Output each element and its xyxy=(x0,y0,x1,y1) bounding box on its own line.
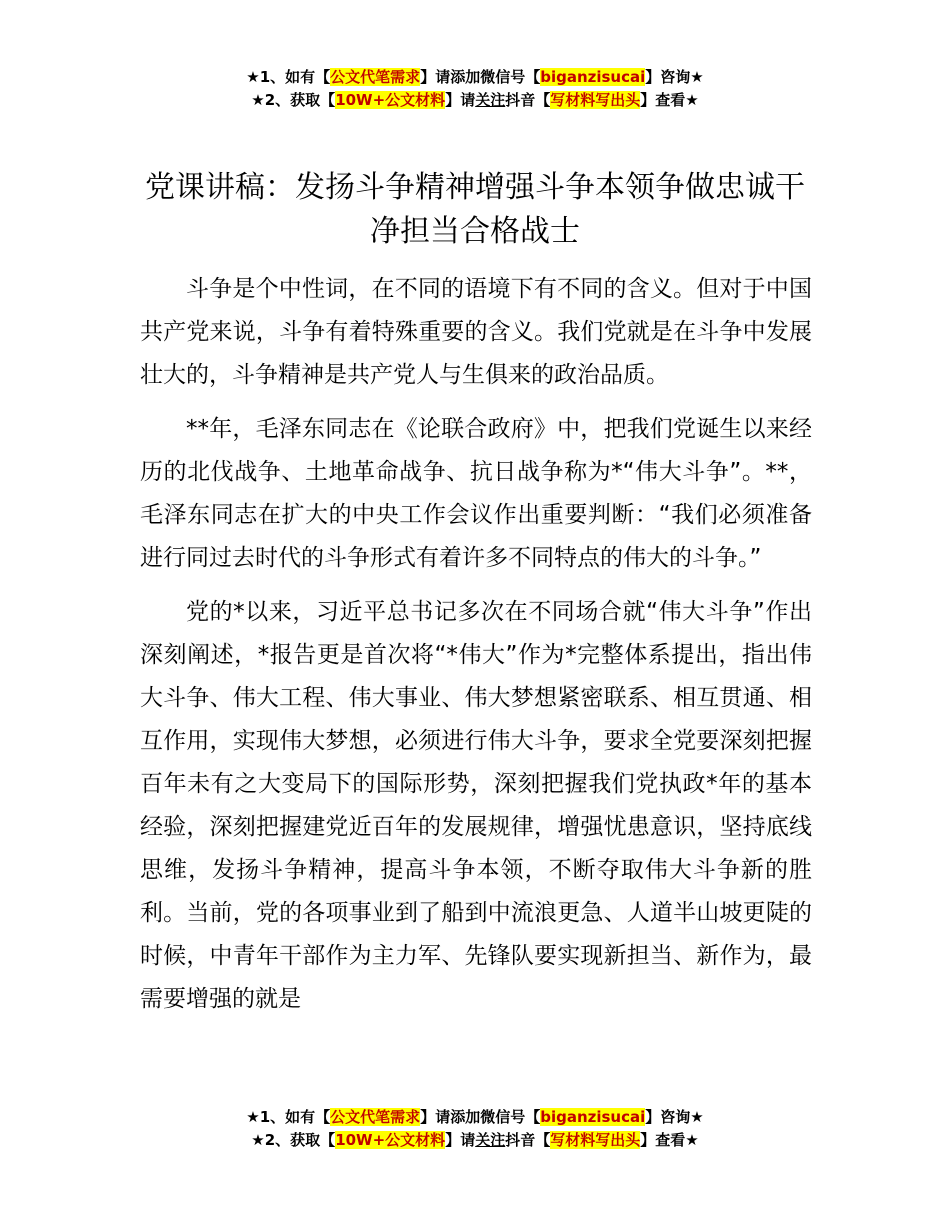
footer-line-2-platform: 抖音【 xyxy=(505,1131,551,1149)
promo-line-1-highlight-wechat: biganzisucai xyxy=(540,68,646,86)
paragraph-3: 党的*以来，习近平总书记多次在不同场合就“伟大斗争”作出深刻阐述，*报告更是首次将“*伟大”作为*完整体系提出，指出伟大斗争、伟大工程、伟大事业、伟大梦想紧密联系、相互贯通、相互作用，实现伟大梦想，必须进行伟大斗争，要求全党要深刻把握百年未有之大变局下的国际形势，深刻把握我们党执政*年的基本经验，深刻把握建党近百年的发展规律，增强忧患意识，坚持底线思维，发扬斗争精神，提高斗争本领，不断夺取伟大斗争新的胜利。当前，党的各项事业到了船到中流浪更急、人道半山坡更陡的时候，中青年干部作为主力军、先锋队要实现新担当、新作为，最需要增强的就是 xyxy=(140,599,812,1012)
footer-line-2-middle: 】请 xyxy=(445,1131,476,1149)
promo-line-2-suffix: 】查看★ xyxy=(640,91,699,109)
footer-promo-banner xyxy=(0,1106,950,1152)
promo-line-2 xyxy=(0,89,950,112)
document-title: 党课讲稿：发扬斗争精神增强斗争本领争做忠诚干净担当合格战士 xyxy=(145,170,805,249)
promo-line-1-middle: 】请添加微信号【 xyxy=(420,68,541,86)
promo-line-2-highlight-materials: 10W+公文材料 xyxy=(335,91,446,109)
footer-line-1-prefix: ★1、如有【 xyxy=(246,1108,331,1126)
footer-line-1-suffix: 】咨询★ xyxy=(645,1108,704,1126)
footer-line-2-suffix: 】查看★ xyxy=(640,1131,699,1149)
promo-line-2-follow: 关注 xyxy=(475,91,506,109)
promo-line-1-prefix: ★1、如有【 xyxy=(246,68,331,86)
promo-line-2-middle: 】请 xyxy=(445,91,476,109)
promo-line-1-highlight-service: 公文代笔需求 xyxy=(330,68,421,86)
promo-line-1-suffix: 】咨询★ xyxy=(645,68,704,86)
footer-line-1-highlight-service: 公文代笔需求 xyxy=(330,1108,421,1126)
document-body xyxy=(140,268,812,1032)
footer-line-2-follow: 关注 xyxy=(475,1131,506,1149)
promo-line-2-prefix: ★2、获取【 xyxy=(251,91,336,109)
footer-line-2-highlight-account: 写材料写出头 xyxy=(550,1131,641,1149)
footer-line-1-middle: 】请添加微信号【 xyxy=(420,1108,541,1126)
footer-line-2-highlight-materials: 10W+公文材料 xyxy=(335,1131,446,1149)
promo-line-2-platform: 抖音【 xyxy=(505,91,551,109)
footer-line-1-highlight-wechat: biganzisucai xyxy=(540,1108,646,1126)
header-promo-banner xyxy=(0,66,950,112)
promo-line-2-highlight-account: 写材料写出头 xyxy=(550,91,641,109)
footer-line-2-prefix: ★2、获取【 xyxy=(251,1131,336,1149)
paragraph-2: **年，毛泽东同志在《论联合政府》中，把我们党诞生以来经历的北伐战争、土地革命战争、抗日战争称为*“伟大斗争”。**，毛泽东同志在扩大的中央工作会议作出重要判断：“我们必须准备进行同过去时代的斗争形式有着许多不同特点的伟大的斗争。” xyxy=(140,416,812,571)
promo-line-1 xyxy=(0,66,950,89)
footer-promo-line-2 xyxy=(0,1129,950,1152)
paragraph-1: 斗争是个中性词，在不同的语境下有不同的含义。但对于中国共产党来说，斗争有着特殊重要的含义。我们党就是在斗争中发展壮大的，斗争精神是共产党人与生俱来的政治品质。 xyxy=(140,276,812,388)
footer-promo-line-1 xyxy=(0,1106,950,1129)
